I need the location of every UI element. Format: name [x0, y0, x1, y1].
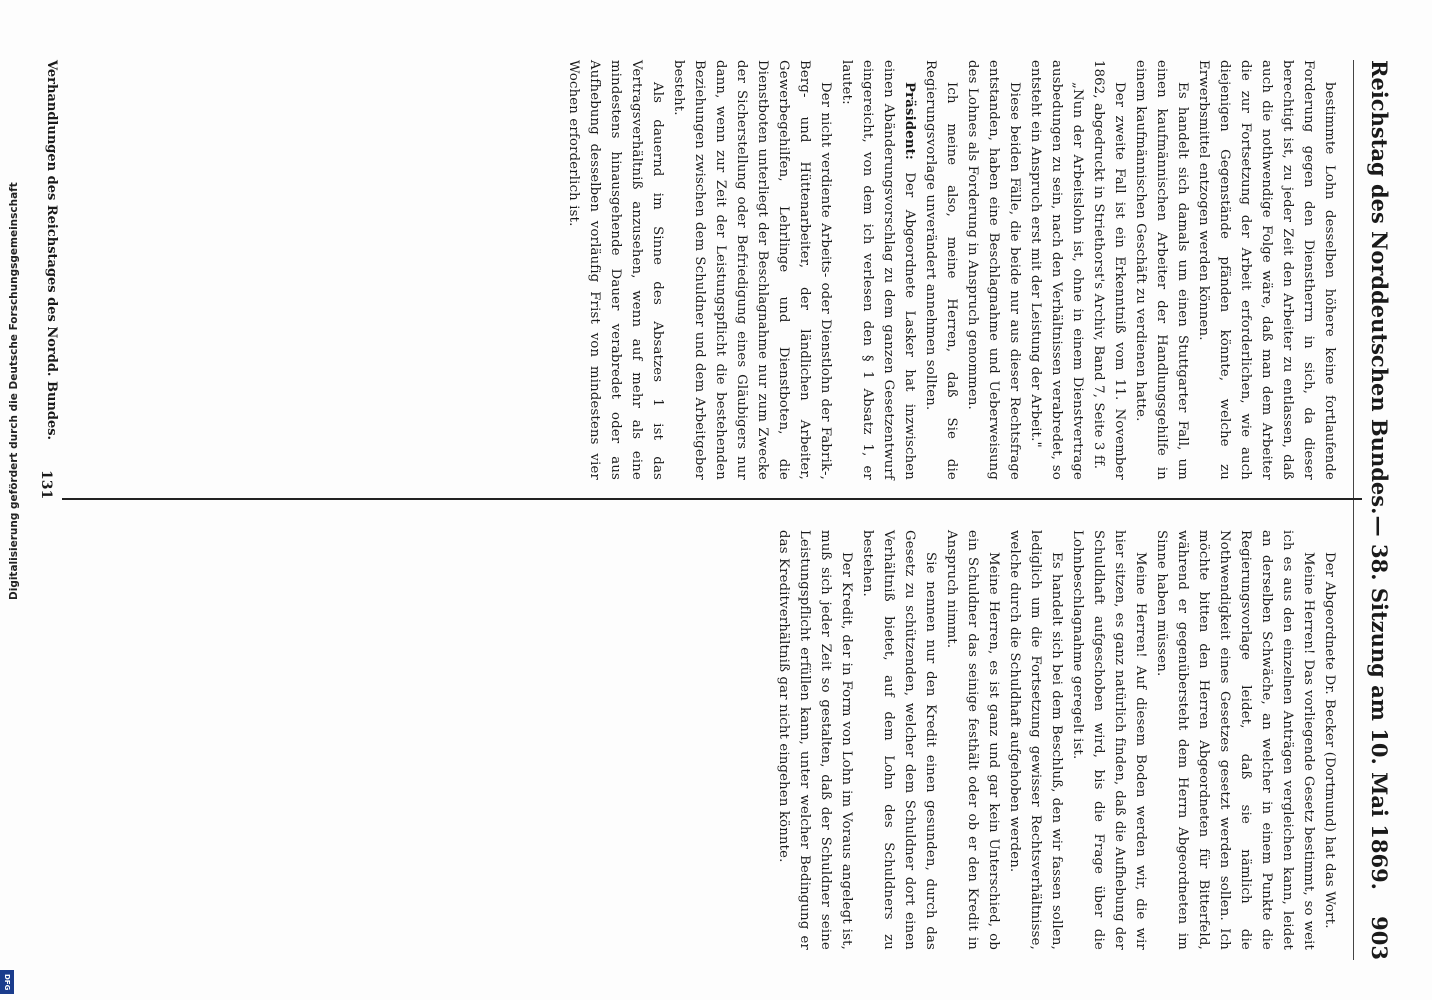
quote-paragraph: Der nicht verdiente Arbeits- oder Dienstlohn der Fabrik-, Berg- und Hüttenarbeiter, der ländlichen Arbeiter, Gewerbegehilfen, Lehrlinge und Dienstboten, die Dienstboten unterliegt der Beschlagnahme nur zum Zwecke der Sicherstellung oder Befriedigung eines Gläubigers nur dann, wenn zur Zeit der Leistungspflicht die bestehenden Beziehungen zwischen dem Schuldner und dem Arbeitgeber besteht. [671, 60, 833, 480]
paragraph: Diese beiden Fälle, die beide nur aus dieser Rechtsfrage entstanden, haben eine Beschlagnahme und Ueberweisung des Lohnes als Forderung in Anspruch genommen. [965, 60, 1022, 480]
page-header [1354, 60, 1398, 960]
speaker-intro: Der Abgeordnete Dr. Becker (Dortmund) hat das Wort. [1322, 552, 1337, 929]
president-paragraph [836, 60, 920, 480]
left-column [563, 60, 1340, 480]
president-label: Präsident: [902, 82, 917, 161]
dfg-credit: Digitalisierung gefördert durch die Deutsche Forschungsgemeinschaft [8, 182, 20, 600]
paragraph: Meine Herren! Das vorliegende Gesetz bestimmt, so weit ich es aus den einzelnen Anträgen vergleichen kann, leidet an derselben Schwäche, an welcher in einem Punkte die Regierungsvorlage leidet, daß sie nämlich die Nothwendigkeit eines Gesetzes gesetzt werden sollen. Ich möchte bitten den Herren Abgeordneten für Bitterfeld, während er gegenübersteht dem Herrn Abgeordneten im Sinne haben müssen. [1154, 530, 1316, 950]
header-right-title: — 38. Sitzung am 10. Mai 1869. [1367, 515, 1392, 890]
header-rule [1353, 60, 1354, 960]
paragraph: Meine Herren, es ist ganz und gar kein Unterschied, ob ein Schuldner das seinige festhält oder ob er den Kredit in Anspruch nimmt. [944, 530, 1001, 950]
paragraph: Ich meine also, meine Herren, daß Sie die Regierungsvorlage unverändert annehmen sollten. [923, 60, 959, 480]
paragraph: Der Kredit, der in Form von Lohn im Voraus angelegt ist, muß sich jeder Zeit so gestalten, daß der Schuldner seine Leistungspflicht erfüllen kann, unter welcher Bedingung er das Kreditverhältniß gar nicht eingehen könnte. [776, 530, 854, 950]
paragraph: Es handelt sich bei dem Beschluß, den wir fassen sollen, lediglich um die Fortsetzung gewisser Rechtsverhältnisse, welche durch die Schuldhaft aufgehoben werden. [1007, 530, 1064, 950]
footer-note: Verhandlungen des Reichstages des Nordd. Bundes. [44, 60, 59, 441]
page-number: 903 [1367, 916, 1392, 960]
president-text: Der Abgeordnete Lasker hat inzwischen einen Abänderungsvorschlag zu dem ganzen Gesetzentwurf eingereicht, von dem ich verlesen den § 1 Absatz 1, er lautet: [839, 60, 917, 480]
dfg-logo: DFG [0, 970, 14, 994]
paragraph: Es handelt sich damals um einen Stuttgarter Fall, um einen kaufmännischen Arbeiter der Handlungsgehilfe in einem kaufmännischen Geschäft zu verdienen hatte. [1133, 60, 1190, 480]
right-column [773, 530, 1340, 950]
paragraph: „Nun der Arbeitslohn ist, ohne in einem Dienstvertrage ausbedungen zu sein, nach den Verhältnissen verabredet, so entsteht ein Anspruch erst mit der Leistung der Arbeit." [1028, 60, 1085, 480]
paragraph: Als dauernd im Sinne des Absatzes 1 ist das Vertragsverhältniß anzusehen, wenn auf mehr als eine mindestens hinausgehende Dauer verabredet oder aus Aufhebung desselben vorläufig Frist von mindestens vier Wochen erforderlich ist. [566, 60, 665, 480]
header-left-title: Reichstag des Norddeutschen Bundes. [1367, 60, 1392, 515]
bottom-page-number: 131 [38, 470, 54, 500]
column-divider [62, 498, 1362, 500]
paragraph: Der zweite Fall ist ein Erkenntniß vom 11. November 1862, abgedruckt in Striethorst's Archiv, Band 7, Seite 3 ff. [1091, 60, 1127, 480]
paragraph: Meine Herren! Auf diesem Boden werden wir, die wir hier sitzen, es ganz natürlich finden, daß die Aufhebung der Schuldhaft aufgeschoben wird, bis die Frage über die Lohnbeschlagnahme geregelt ist. [1070, 530, 1148, 950]
paragraph: Sie nennen nur den Kredit einen gesunden, durch das Gesetz zu schützenden, welcher dem Schuldner dort einen Verhältniß bietet, auf dem Lohn des Schuldners zu bestehen. [860, 530, 938, 950]
paragraph: bestimmte Lohn desselben höhere keine fortlaufende Forderung gegen den Dienstherrn in sich, da dieser berechtigt ist, zu jeder Zeit den Arbeiter zu entlassen, daß auch die nothwendige Folge wäre, daß man dem Arbeiter die zur Fortsetzung der Arbeit erforderlichen, wie auch diejenigen Gegenstände pfänden könnte, welche zu Erwerbsmittel entzogen werden können. [1196, 60, 1337, 480]
